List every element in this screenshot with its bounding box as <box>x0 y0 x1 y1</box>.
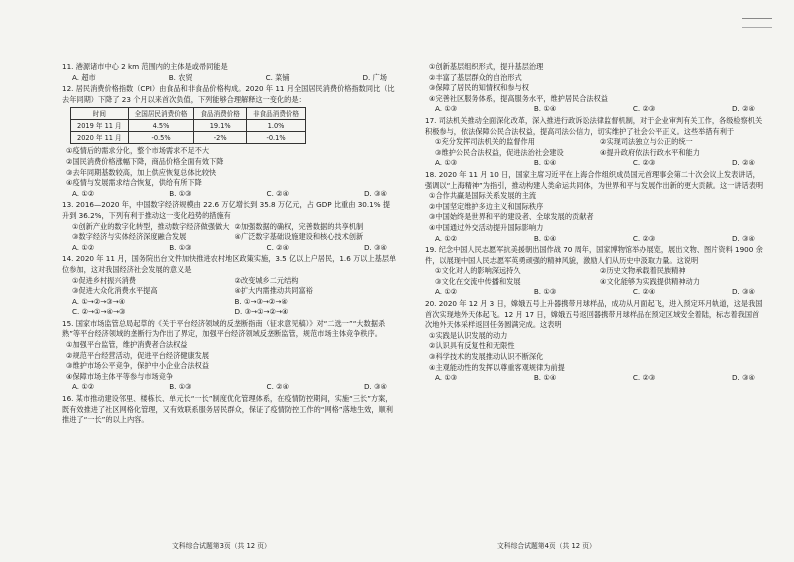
option-b[interactable]: B. ①④ <box>533 233 557 243</box>
question-11 <box>62 62 397 83</box>
statement-item: ④文化能够为实践提供精神动力 <box>600 276 700 286</box>
question-stem: 15. 国家市场监管总局起草的《关于平台经济领域的反垄断指南（征求意见稿）》对“二选一”“大数据杀熟”等平台经济领域的垄断行为作出了界定，加强平台经济领域反垄断监管，规范市场主体竞争秩序。 <box>62 318 386 339</box>
statement-grid <box>425 137 765 158</box>
statement-item: ④中国通过外交活动提升国际影响力 <box>429 222 544 232</box>
question-15 <box>62 319 397 393</box>
option-d[interactable]: D. ②④ <box>732 104 755 114</box>
statement-item: ③促进大众化消费水平提高 <box>72 286 158 296</box>
cpi-table <box>70 107 306 144</box>
option-c[interactable]: C. ②③ <box>632 373 656 383</box>
option-a[interactable]: A. ①③ <box>435 158 458 168</box>
statement-item: ④主观能动性的发挥以尊重客观规律为前提 <box>429 362 565 372</box>
statement-item: ②规范平台经营活动，促进平台经济健康发展 <box>66 350 210 360</box>
statement-item: ④扩大内需推动共同富裕 <box>234 286 313 296</box>
option-b[interactable]: B. ①④ <box>533 373 557 383</box>
statement-item: ①疫情后的需求分化，整个市场需求不足不大 <box>66 146 210 156</box>
statement-grid <box>62 222 397 243</box>
question-16 <box>62 394 397 426</box>
left-column <box>62 62 397 427</box>
statement-item: ②改变城乡二元结构 <box>234 275 299 285</box>
answer-options <box>62 243 397 254</box>
table-header: 非食品消费价格 <box>246 108 305 120</box>
answer-options <box>425 158 765 169</box>
statement-item: ③中国始终是世界和平的建设者、全球发展的贡献者 <box>429 212 594 222</box>
option-a[interactable]: A. ①② <box>72 242 95 252</box>
table-header: 食品消费价格 <box>194 108 247 120</box>
answer-options <box>62 189 397 200</box>
table-cell: 2020 年 11 月 <box>71 132 129 144</box>
option-d[interactable]: D. ②④ <box>732 158 755 168</box>
option-b[interactable]: B. ①④ <box>533 104 557 114</box>
question-stem: 12. 居民消费价格指数（CPI）由食品和非食品价格构成。2020 年 11 月全国居民消费价格指数同比（比去年同期）下降了 23 个月以来首次负值，下列能够合理解释这一变化的是： <box>62 84 395 104</box>
statement-grid <box>425 266 765 287</box>
option-d[interactable]: D. ③④ <box>363 382 387 392</box>
option-d[interactable]: D. ③④ <box>732 233 755 243</box>
statement-item: ④保障市场主体平等参与市场竞争 <box>66 371 174 381</box>
table-header-row <box>71 108 306 120</box>
statement-item: ②历史文物承载着民族精神 <box>600 266 686 276</box>
table-cell: -0.1% <box>246 132 305 144</box>
option-d[interactable]: D. ③④ <box>732 287 755 297</box>
option-b[interactable]: B. ①③ <box>533 287 557 297</box>
statement-item: ①促进乡村振兴消费 <box>72 275 136 285</box>
question-stem: 20. 2020 年 12 月 3 日，嫦娥五号上升器携带月球样品，成功从月面起飞，进入预定环月轨道，这是我国首次实现地外天体起飞。12 月 17 日，嫦娥五号返回器携带月球样品在预定区域安全着陆，标志着我国首次地外天体采样返回任务圆满完成。这表明 <box>425 299 763 330</box>
question-13 <box>62 200 397 253</box>
statement-item: ③维护公民合法权益，促进法治社会建设 <box>435 147 564 157</box>
statement-item: ③数字经济与实体经济深度融合发展 <box>72 232 187 242</box>
table-row <box>71 120 306 132</box>
table-header: 时间 <box>71 108 129 120</box>
page-footer-left: 文科综合试题第3页（共 12 页） <box>172 542 271 550</box>
statement-item: ②中国坚定维护多边主义和国际秩序 <box>429 201 544 211</box>
statement-item: ③文化在交流中传播和发展 <box>435 276 521 286</box>
question-stem: 11. 港源诸市中心 2 km 范围内的主体是或帚同能是 <box>62 62 228 71</box>
option-c[interactable]: C. 菜铺 <box>265 72 290 82</box>
answer-options <box>425 234 765 245</box>
answer-options <box>425 373 765 384</box>
statement-item: ④提升政府依法行政水平和能力 <box>600 147 700 157</box>
table-row <box>71 132 306 144</box>
statement-item: ②国民消费价格涨幅下降，商品价格全面有效下降 <box>66 156 224 166</box>
option-c[interactable]: C. ②③ <box>632 104 656 114</box>
statement-item: ①加强平台监管，维护消费者合法权益 <box>66 340 188 350</box>
page-footer-right: 文科综合试题第4页（共 12 页） <box>497 542 596 550</box>
option-b[interactable]: B. ①③ <box>169 188 192 198</box>
table-cell: -0.5% <box>128 132 194 144</box>
statement-item: ②实现司法独立与公正的统一 <box>600 137 693 147</box>
statement-item: ③去年同期基数较高，加上供应恢复总体比较快 <box>66 167 217 177</box>
question-14 <box>62 254 397 318</box>
statement-item: ④疫情与发展需求结合恢复，供给有所下降 <box>66 178 202 188</box>
question-17 <box>425 116 765 169</box>
statement-item: ①充分发挥司法机关的监督作用 <box>435 137 535 147</box>
option-c[interactable]: C. ②④ <box>632 287 656 297</box>
table-cell: -2% <box>194 132 247 144</box>
table-cell: 19.1% <box>194 120 247 132</box>
right-column <box>425 62 765 385</box>
statement-item: ②丰富了基层群众的自治形式 <box>429 72 522 82</box>
option-b[interactable]: B. ①→③→②→④ <box>234 296 288 306</box>
option-c[interactable]: C. ②③ <box>632 233 656 243</box>
option-c[interactable]: C. ②③ <box>632 158 656 168</box>
option-c[interactable]: C. ②④ <box>266 188 290 198</box>
question-stem: 16. 某市推动建设邻里、楼栋长、单元长“一长”制度优化管理体系，在疫情防控期间，实施“三长”方案，既有效推进了社区网格化管理，又有效联系服务居民群众，保证了疫情防控工作的“网格”落地生效，顺利推进了“一长”的以上内容。 <box>62 394 393 425</box>
statement-item: ①合作共赢是国际关系发展的主流 <box>429 191 537 201</box>
option-a[interactable]: A. 超市 <box>72 72 96 82</box>
answer-options <box>62 382 397 393</box>
option-d[interactable]: D. ③→①→②→④ <box>234 307 289 317</box>
option-a[interactable]: A. ①② <box>72 188 95 198</box>
option-a[interactable]: A. ①② <box>435 233 458 243</box>
question-18 <box>425 170 765 244</box>
option-a[interactable]: A. ①③ <box>435 104 458 114</box>
statement-item: ③科学技术的发展推动认识不断深化 <box>429 352 544 362</box>
statement-item: ①文化对人的影响深远持久 <box>435 266 521 276</box>
statement-item: ①创新产业的数字化转型，推动数字经济做强做大 <box>72 221 230 231</box>
option-c[interactable]: C. ②④ <box>266 382 290 392</box>
statement-item: ①创新基层组织形式，提升基层治理 <box>429 62 544 71</box>
question-stem: 14. 2020 年 11 月，国务院出台文件加快推进农村地区政策实施，3.5 亿以上户居民，1.6 万以上基层单位参加，这对我国经济社会发展的意义是 <box>62 254 397 274</box>
option-d[interactable]: D. ③④ <box>363 242 387 252</box>
corner-mark <box>742 18 772 28</box>
table-cell: 2019 年 11 月 <box>71 120 129 132</box>
option-d[interactable]: D. ③④ <box>732 373 755 383</box>
option-a[interactable]: A. ①→②→③→④ <box>72 296 126 306</box>
answer-options <box>425 104 765 115</box>
answer-options <box>62 297 397 318</box>
statement-item: ③维护市场公平竞争，保护中小企业合法权益 <box>66 361 210 371</box>
statement-item: ①实践是认识发展的动力 <box>429 330 508 340</box>
option-a[interactable]: A. ①② <box>435 287 458 297</box>
option-b[interactable]: B. ①④ <box>533 158 557 168</box>
option-d[interactable]: D. ③④ <box>363 188 387 198</box>
question-20 <box>425 299 765 384</box>
option-c[interactable]: C. ②④ <box>266 242 290 252</box>
question-12 <box>62 84 397 199</box>
question-19 <box>425 245 765 298</box>
statement-item: ②加强数据的确权，完善数据的共享机制 <box>234 221 364 231</box>
question-stem: 13. 2016—2020 年，中国数字经济规模由 22.6 万亿增长到 35.8 万亿元，占 GDP 比重由 30.1% 提升到 36.2%，下列有利于推动这一变化趋势的措施有 <box>62 200 391 220</box>
table-cell: 4.5% <box>128 120 194 132</box>
question-16-continued <box>425 62 765 115</box>
table-cell: 1.0% <box>246 120 305 132</box>
option-a[interactable]: A. ①③ <box>435 373 458 383</box>
question-stem: 19. 纪念中国人民志愿军抗美援朝出国作战 70 周年，国家博物馆举办展览，展出文物、图片资料 1900 余件，以展现中国人民志愿军英勇顽强的精神风貌，激励人们从历史中汲取力量。这说明 <box>425 245 763 265</box>
option-b[interactable]: B. ①③ <box>169 242 192 252</box>
option-b[interactable]: B. 农贸 <box>168 72 193 82</box>
statement-item: ④广泛数字基础设施建设和核心技术创新 <box>234 232 364 242</box>
statement-grid <box>62 276 397 297</box>
answer-options <box>62 73 397 84</box>
option-c[interactable]: C. ②→①→④→③ <box>72 307 126 317</box>
statement-item: ③保障了居民的知情权和参与权 <box>429 83 529 93</box>
statement-item: ④完善社区服务体系，提高服务水平，维护居民合法权益 <box>429 93 608 103</box>
option-d[interactable]: D. 广场 <box>362 72 387 82</box>
answer-options <box>425 287 765 298</box>
option-b[interactable]: B. ①③ <box>169 382 192 392</box>
question-stem: 18. 2020 年 11 月 10 日，国家主席习近平在上海合作组织成员国元首理事会第二十次会议上发表讲话，强调以“上海精神”为指引，推动构建人类命运共同体，为世界和平与发展作出新的更大贡献。这一讲话表明 <box>425 169 764 190</box>
question-stem: 17. 司法机关推动全面深化改革，深入推进行政诉讼法律监督机制，对于企业审判有关工作，各级检察机关积极参与，依法保障公民合法权益，提高司法公信力，切实维护了社会公平正义。这些举措有利于 <box>425 115 763 136</box>
option-a[interactable]: A. ①② <box>72 382 95 392</box>
table-header: 全国居民消费价格 <box>128 108 194 120</box>
statement-item: ②认识具有反复性和无限性 <box>429 341 515 351</box>
